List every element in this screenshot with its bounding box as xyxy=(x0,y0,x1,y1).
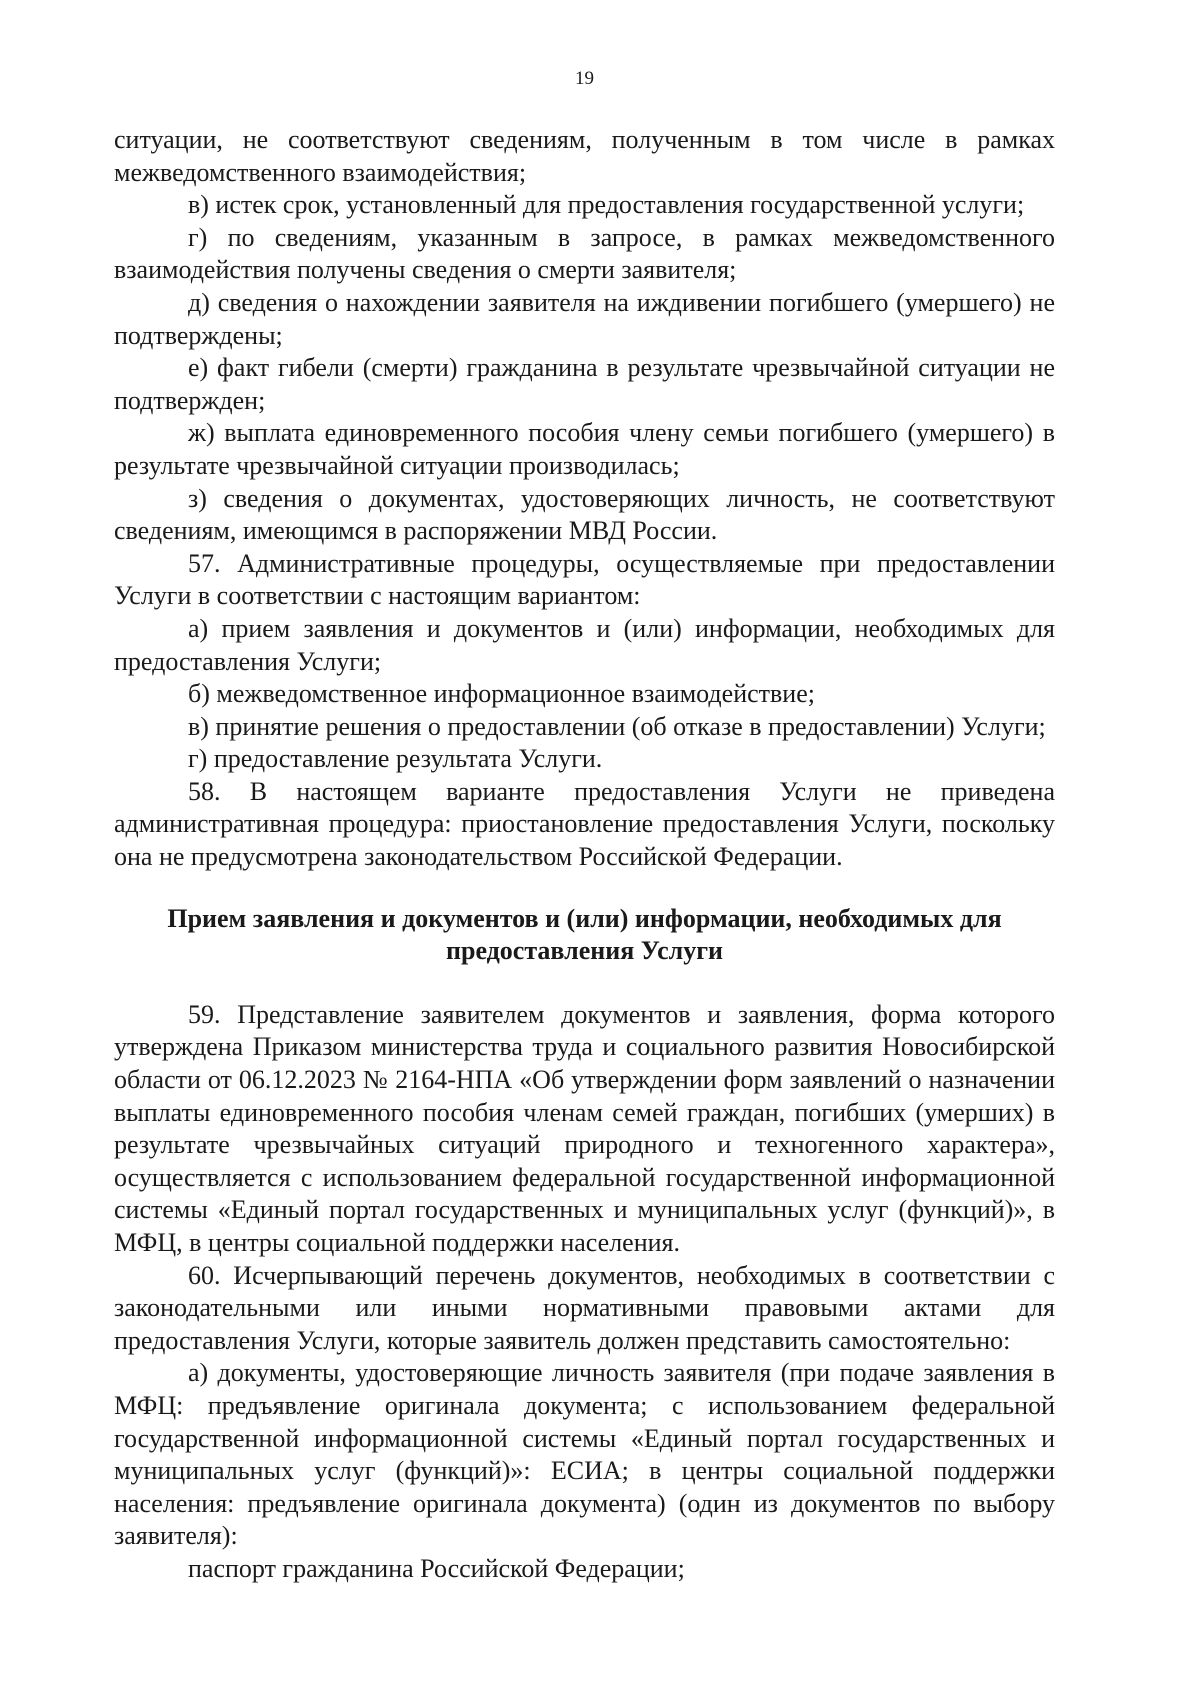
paragraph: д) сведения о нахождении заявителя на иждивении погибшего (умершего) не подтверждены; xyxy=(114,287,1055,350)
paragraph: 60. Исчерпывающий перечень документов, необходимых в соответствии с законодательными или иными нормативными правовыми актами для предоставления Услуги, которые заявитель должен представить самостоятельно: xyxy=(114,1260,1055,1355)
paragraph: паспорт гражданина Российской Федерации; xyxy=(188,1553,685,1583)
paragraph: е) факт гибели (смерти) гражданина в результате чрезвычайной ситуации не подтвержден; xyxy=(114,353,1055,415)
paragraph: а) документы, удостоверяющие личность заявителя (при подаче заявления в МФЦ: предъявление оригинала документа; с использованием федеральной государственной информационной системы «Единый портал государственных и муниципальных услуг (функций)»: ЕСИА; в центры социальной поддержки населения: предъявление оригинала документа) (один из документов по выбору заявителя): xyxy=(114,1358,1055,1551)
paragraph: в) истек срок, установленный для предоставления государственной услуги; xyxy=(188,190,1025,220)
paragraph: 57. Административные процедуры, осуществляемые при предоставлении Услуги в соответствии с настоящим вариантом: xyxy=(114,548,1055,611)
paragraph: г) предоставление результата Услуги. xyxy=(188,744,603,774)
paragraphs-bottom xyxy=(114,999,1055,1586)
paragraph: ситуации, не соответствуют сведениям, полученным в том числе в рамках межведомственного взаимодействия; xyxy=(114,125,1055,187)
paragraph: 59. Представление заявителем документов и заявления, форма которого утверждена Приказом министерства труда и социального развития Новосибирской области от 06.12.2023 № 2164-НПА «Об утверждении форм заявлений о назначении выплаты единовременного пособия членам семей граждан, погибших (умерших) в результате чрезвычайных ситуаций природного и техногенного характера», осуществляется с использованием федеральной государственной информационной системы «Единый портал государственных и муниципальных услуг (функций)», в МФЦ, в центры социальной поддержки населения. xyxy=(114,999,1055,1257)
paragraph: з) сведения о документах, удостоверяющих личность, не соответствуют сведениям, имеющимся в распоряжении МВД России. xyxy=(114,483,1055,546)
page-number: 19 xyxy=(575,68,594,89)
paragraph: г) по сведениям, указанным в запросе, в рамках межведомственного взаимодействия получены сведения о смерти заявителя; xyxy=(114,222,1055,285)
paragraph: в) принятие решения о предоставлении (об отказе в предоставлении) Услуги; xyxy=(188,711,1046,741)
section-heading: Прием заявления и документов и (или) информации, необходимых для предоставления Услуги xyxy=(167,903,1002,966)
paragraph: б) межведомственное информационное взаимодействие; xyxy=(188,679,815,709)
paragraph: 58. В настоящем варианте предоставления Услуги не приведена административная процедура: приостановление предоставления Услуги, поскольку она не предусмотрена законодательством Российской Федерации. xyxy=(114,776,1055,872)
paragraphs-top xyxy=(114,124,1055,874)
paragraph: а) прием заявления и документов и (или) информации, необходимых для предоставления Услуги; xyxy=(114,613,1055,676)
paragraph: ж) выплата единовременного пособия члену семьи погибшего (умершего) в результате чрезвычайной ситуации производилась; xyxy=(114,418,1055,480)
